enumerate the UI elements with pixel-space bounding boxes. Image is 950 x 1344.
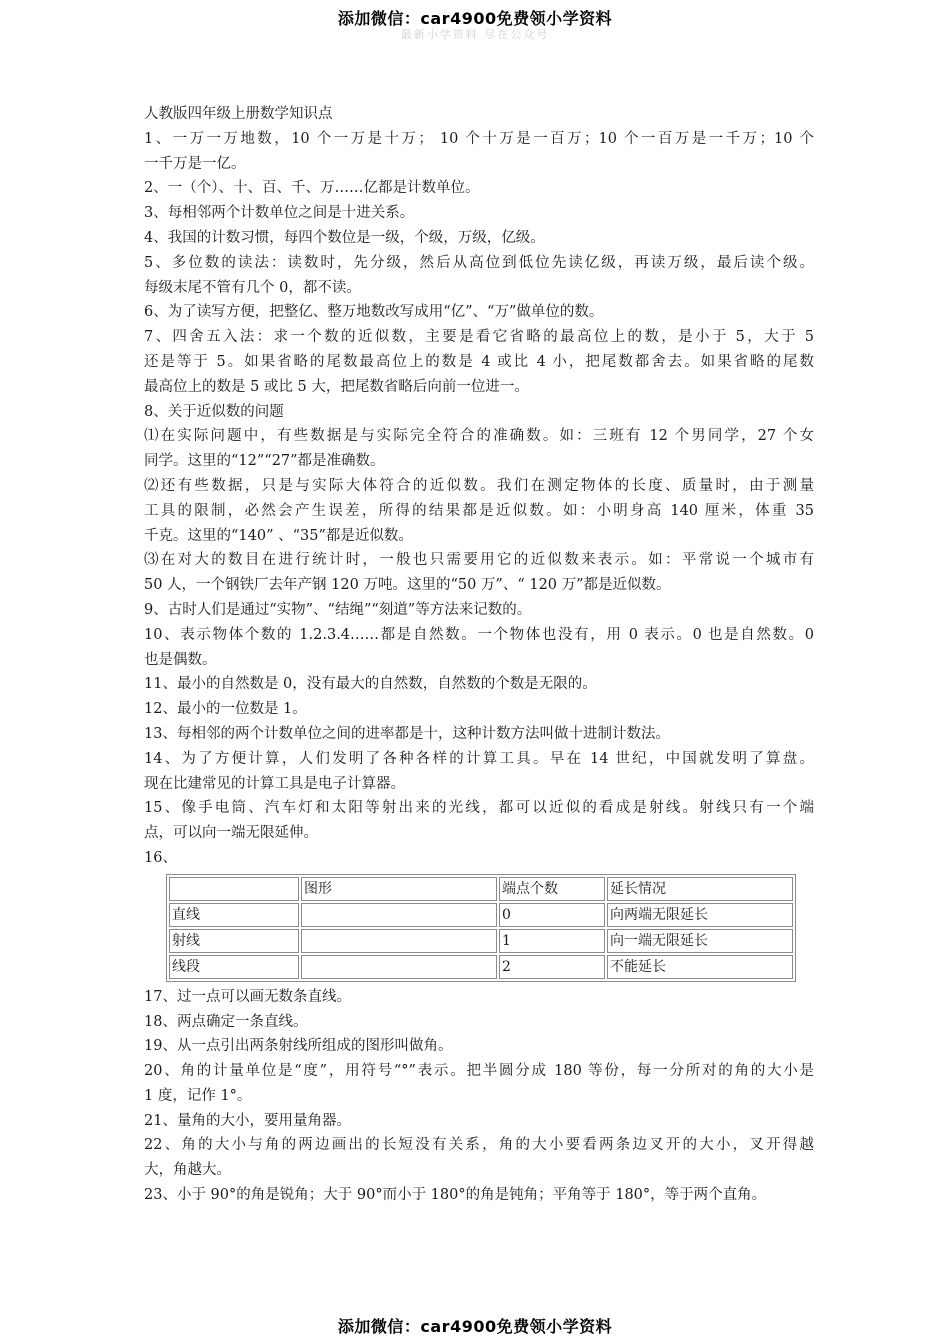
text-line: 每级末尾不管有几个 0，都不读。: [144, 279, 361, 296]
table-cell: 向两端无限延长: [607, 903, 793, 927]
text-line: 现在比建常见的计算工具是电子计算器。: [144, 775, 405, 792]
table-header-cell: [169, 877, 299, 901]
text-line: 21、量角的大小，要用量角器。: [144, 1112, 351, 1129]
text-line: 3、每相邻两个计数单位之间是十进关系。: [144, 205, 415, 222]
watermark-top: 添加微信：car4900免费领小学资料: [337, 9, 613, 28]
table-cell: [301, 903, 497, 927]
watermark-bottom: 添加微信：car4900免费领小学资料: [337, 1317, 613, 1336]
faint-header: 最新小学资料 尽在公众号: [400, 28, 550, 41]
table-cell: 0: [499, 903, 605, 927]
text-line: 8、关于近似数的问题: [144, 403, 284, 420]
text-line: 12、最小的一位数是 1。: [144, 701, 307, 718]
table-row: [169, 955, 793, 979]
text-line: 还是等于 5。如果省略的尾数最高位上的数是 4 或比 4 小，把尾数都舍去。如果省略的尾数: [144, 353, 814, 370]
text-line: 16、: [144, 849, 177, 866]
table-cell: 射线: [169, 929, 299, 953]
text-line: 23、小于 90°的角是锐角；大于 90°而小于 180°的角是钝角；平角等于 180°，等于两个直角。: [144, 1187, 767, 1204]
table-cell: [301, 955, 497, 979]
text-line: 20、角的计量单位是“度”，用符号“°”表示。把半圆分成 180 等份，每一分所对的角的大小是: [144, 1063, 814, 1080]
table-header-cell: 延长情况: [607, 877, 793, 901]
text-line: 点，可以向一端无限延伸。: [144, 825, 318, 842]
text-line: 22、角的大小与角的两边画出的长短没有关系，角的大小要看两条边叉开的大小，叉开得越: [144, 1137, 814, 1154]
text-line: ⑴在实际问题中，有些数据是与实际完全符合的准确数。如：三班有 12 个男同学，27 个女: [144, 428, 814, 445]
text-line: 1、一万一万地数，10 个一万是十万； 10 个十万是一百万；10 个一百万是一千万；10 个: [144, 130, 814, 147]
table-cell: 直线: [169, 903, 299, 927]
table-header-row: [169, 877, 793, 901]
table-cell: [301, 929, 497, 953]
table-cell: 向一端无限延长: [607, 929, 793, 953]
text-line: ⑵还有些数据，只是与实际大体符合的近似数。我们在测定物体的长度、质量时，由于测量: [144, 477, 814, 494]
text-line: 1 度，记作 1°。: [144, 1087, 252, 1104]
text-line: ⑶在对大的数目在进行统计时，一般也只需要用它的近似数来表示。如：平常说一个城市有: [144, 552, 814, 569]
text-line: 6、为了读写方便，把整亿、整万地数改写成用“亿”、“万”做单位的数。: [144, 304, 604, 321]
text-line: 也是偶数。: [144, 651, 217, 668]
text-line: 10、表示物体个数的 1.2.3.4……都是自然数。一个物体也没有，用 0 表示。0 也是自然数。0: [144, 626, 814, 643]
text-line: 同学。这里的“12”“27”都是准确数。: [144, 453, 385, 470]
text-line: 18、两点确定一条直线。: [144, 1013, 308, 1030]
table-header-cell: 图形: [301, 877, 497, 901]
table-row: [169, 929, 793, 953]
text-line: 15、像手电筒、汽车灯和太阳等射出来的光线，都可以近似的看成是射线。射线只有一个端: [144, 800, 814, 817]
text-line: 9、古时人们是通过“实物”、“结绳”“刻道”等方法来记数的。: [144, 601, 532, 618]
document-title: 人教版四年级上册数学知识点: [144, 106, 333, 122]
text-line: 14、为了方便计算，人们发明了各种各样的计算工具。早在 14 世纪，中国就发明了算盘。: [144, 750, 814, 767]
text-line: 大，角越大。: [144, 1162, 231, 1179]
text-line: 7、四舍五入法：求一个数的近似数，主要是看它省略的最高位上的数，是小于 5，大于 5: [144, 329, 814, 346]
table-cell: 1: [499, 929, 605, 953]
line-types-table: [166, 874, 796, 982]
table-cell: 2: [499, 955, 605, 979]
text-line: 19、从一点引出两条射线所组成的图形叫做角。: [144, 1038, 453, 1055]
text-line: 工具的限制，必然会产生误差，所得的结果都是近似数。如：小明身高 140 厘米，体重 35: [144, 502, 814, 519]
text-line: 17、过一点可以画无数条直线。: [144, 988, 351, 1005]
text-line: 50 人，一个钢铁厂去年产钢 120 万吨。这里的“50 万”、“ 120 万”都是近似数。: [144, 577, 671, 594]
table-cell: 线段: [169, 955, 299, 979]
text-line: 11、最小的自然数是 0，没有最大的自然数，自然数的个数是无限的。: [144, 676, 597, 693]
text-line: 13、每相邻的两个计数单位之间的进率都是十，这种计数方法叫做十进制计数法。: [144, 725, 670, 742]
text-line: 5、多位数的读法：读数时，先分级，然后从高位到低位先读亿级，再读万级，最后读个级。: [144, 254, 814, 271]
text-line: 2、一（个）、十、百、千、万……亿都是计数单位。: [144, 180, 480, 197]
table-header-cell: 端点个数: [499, 877, 605, 901]
text-line: 千克。这里的“140” 、“35”都是近似数。: [144, 527, 413, 544]
text-line: 最高位上的数是 5 或比 5 大，把尾数省略后向前一位进一。: [144, 378, 529, 395]
document-body: [144, 102, 814, 1208]
table-cell: 不能延长: [607, 955, 793, 979]
text-line: 一千万是一亿。: [144, 155, 246, 172]
table-row: [169, 903, 793, 927]
text-line: 4、我国的计数习惯，每四个数位是一级，个级，万级，亿级。: [144, 229, 545, 246]
